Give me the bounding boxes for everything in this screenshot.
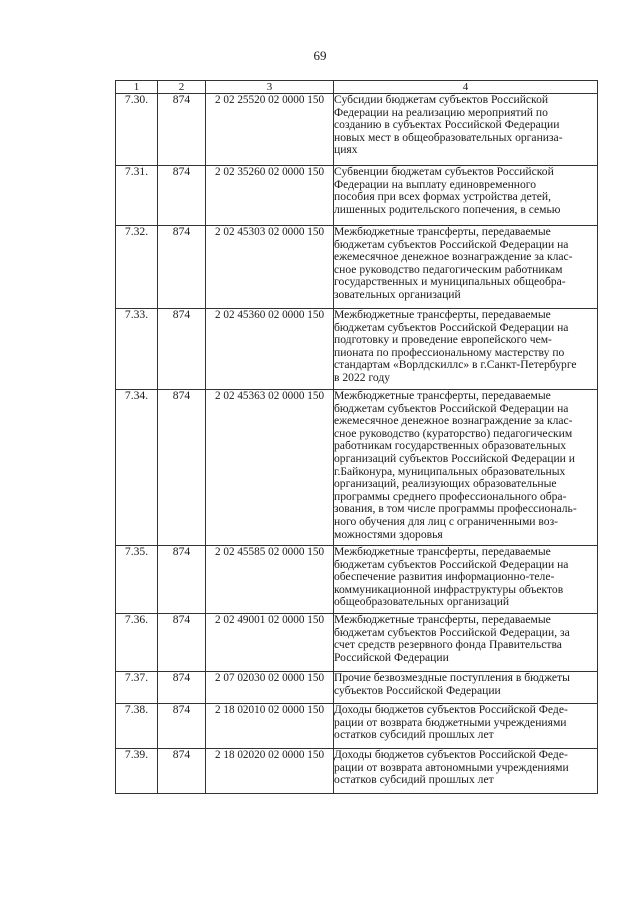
table-row [116, 390, 598, 546]
budget-classification-code: 2 02 45360 02 0000 150 [206, 309, 334, 390]
table-row [116, 704, 598, 749]
budget-classification-code: 2 02 45363 02 0000 150 [206, 390, 334, 546]
row-number: 7.37. [116, 672, 158, 704]
budget-classification-code: 2 02 49001 02 0000 150 [206, 614, 334, 672]
budget-classification-code: 2 07 02030 02 0000 150 [206, 672, 334, 704]
table-row [116, 94, 598, 166]
table-row [116, 749, 598, 794]
budget-classification-code: 2 02 35260 02 0000 150 [206, 166, 334, 226]
admin-code: 874 [158, 166, 206, 226]
budget-classification-code: 2 18 02020 02 0000 150 [206, 749, 334, 794]
budget-classification-code: 2 02 25520 02 0000 150 [206, 94, 334, 166]
admin-code: 874 [158, 672, 206, 704]
header-col-3: 3 [206, 81, 334, 94]
admin-code: 874 [158, 226, 206, 309]
income-description: Межбюджетные трансферты, передаваемые бюджетам субъектов Российской Федерации на обеспечение развития информационно-теле- коммуникационной инфраструктуры объектов общеобразовательных организаций [334, 546, 598, 614]
row-number: 7.39. [116, 749, 158, 794]
table-header [116, 81, 598, 94]
row-number: 7.33. [116, 309, 158, 390]
admin-code: 874 [158, 309, 206, 390]
admin-code: 874 [158, 749, 206, 794]
admin-code: 874 [158, 704, 206, 749]
row-number: 7.34. [116, 390, 158, 546]
header-col-1: 1 [116, 81, 158, 94]
income-description: Доходы бюджетов субъектов Российской Феде- рации от возврата автономными учреждениями остатков субсидий прошлых лет [334, 749, 598, 794]
admin-code: 874 [158, 614, 206, 672]
header-col-2: 2 [158, 81, 206, 94]
table-row [116, 614, 598, 672]
header-col-4: 4 [334, 81, 598, 94]
admin-code: 874 [158, 546, 206, 614]
budget-classification-code: 2 02 45303 02 0000 150 [206, 226, 334, 309]
admin-code: 874 [158, 94, 206, 166]
table-body [116, 94, 598, 794]
table-row [116, 309, 598, 390]
income-description: Доходы бюджетов субъектов Российской Феде- рации от возврата бюджетными учреждениями остатков субсидий прошлых лет [334, 704, 598, 749]
header-row [116, 81, 598, 94]
income-description: Межбюджетные трансферты, передаваемые бюджетам субъектов Российской Федерации, за счет средств резервного фонда Правительства Российской Федерации [334, 614, 598, 672]
budget-classification-code: 2 02 45585 02 0000 150 [206, 546, 334, 614]
row-number: 7.38. [116, 704, 158, 749]
budget-classification-code: 2 18 02010 02 0000 150 [206, 704, 334, 749]
income-description: Прочие безвозмездные поступления в бюджеты субъектов Российской Федерации [334, 672, 598, 704]
income-description: Межбюджетные трансферты, передаваемые бюджетам субъектов Российской Федерации на ежемесячное денежное вознаграждение за клас- сное руководство (кураторство) педагогическим работникам государственных образовательных организаций субъектов Российской Федерации и г.Байконура, муниципальных образовательных организаций, реализующих образовательные программы среднего профессионального обра- зования, в том числе программы профессиональ- ного обучения для лиц с ограниченными воз- можностями здоровья [334, 390, 598, 546]
admin-code: 874 [158, 390, 206, 546]
income-description: Субсидии бюджетам субъектов Российской Федерации на реализацию мероприятий по созданию в субъектах Российской Федерации новых мест в общеобразовательных организа- циях [334, 94, 598, 166]
page-number: 69 [313, 48, 327, 63]
table-row [116, 546, 598, 614]
row-number: 7.35. [116, 546, 158, 614]
income-description: Субвенции бюджетам субъектов Российской Федерации на выплату единовременного пособия при всех формах устройства детей, лишенных родительского попечения, в семью [334, 166, 598, 226]
row-number: 7.30. [116, 94, 158, 166]
row-number: 7.32. [116, 226, 158, 309]
income-description: Межбюджетные трансферты, передаваемые бюджетам субъектов Российской Федерации на ежемесячное денежное вознаграждение за клас- сное руководство педагогическим работникам государственных и муниципальных общеобра- зовательных организаций [334, 226, 598, 309]
row-number: 7.31. [116, 166, 158, 226]
table-row [116, 672, 598, 704]
row-number: 7.36. [116, 614, 158, 672]
table-row [116, 226, 598, 309]
income-description: Межбюджетные трансферты, передаваемые бюджетам субъектов Российской Федерации на подготовку и проведение европейского чем- пионата по профессиональному мастерству по стандартам «Ворлдскиллс» в г.Санкт-Петербурге в 2022 году [334, 309, 598, 390]
revenue-codes-table [115, 80, 598, 794]
table-row [116, 166, 598, 226]
